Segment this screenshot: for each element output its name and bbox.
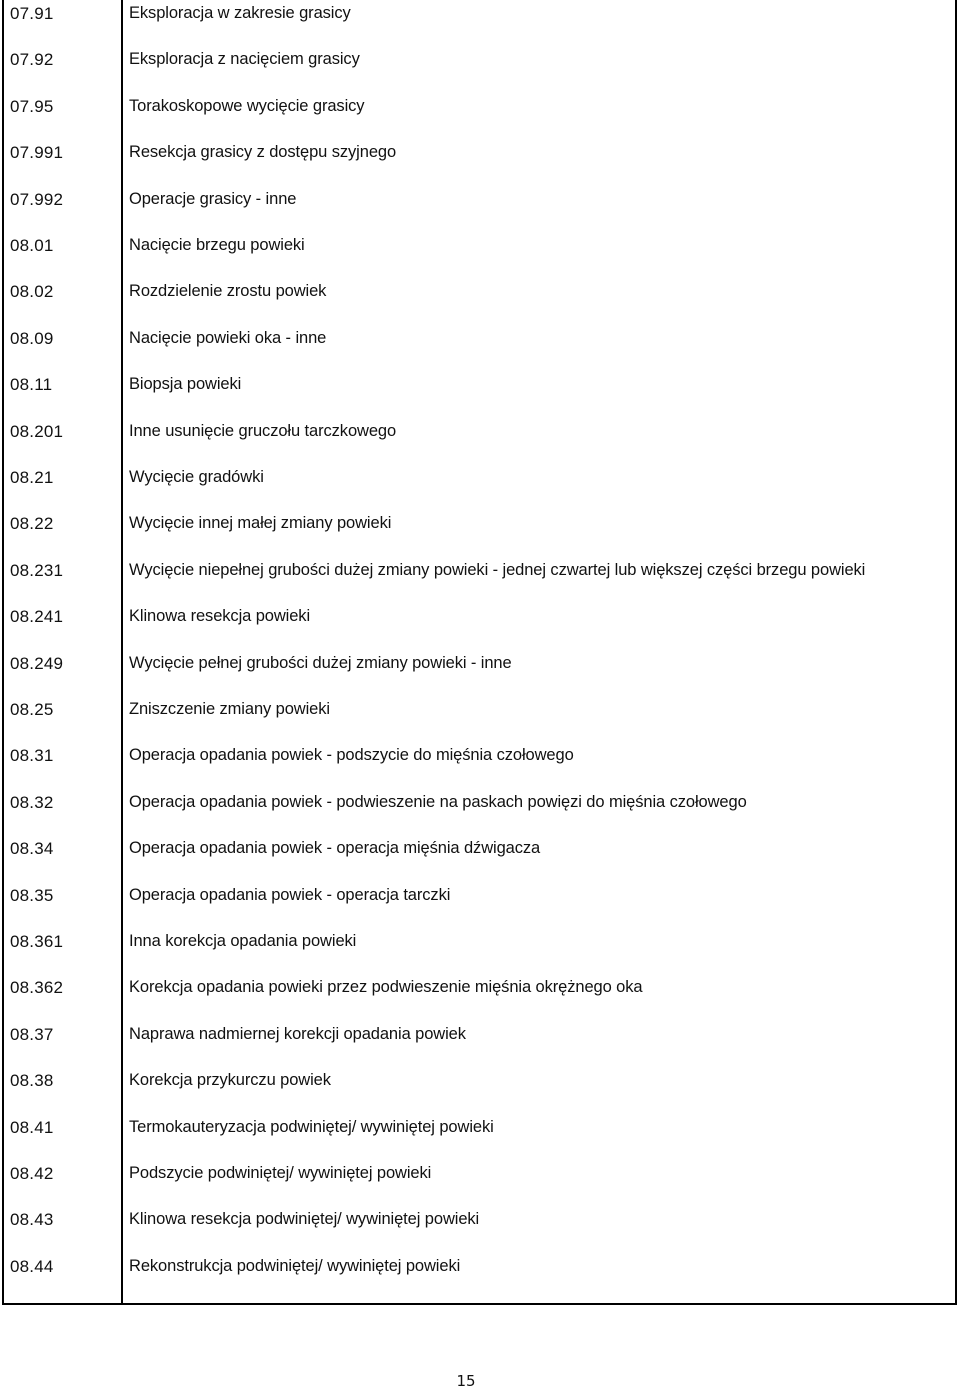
procedure-code: 08.201: [10, 421, 64, 441]
table-row: [4, 93, 955, 139]
procedure-description: Wycięcie innej małej zmiany powieki: [129, 514, 392, 533]
procedure-description: Wycięcie niepełnej grubości dużej zmiany powieki - jednej czwartej lub większej części brzegu powieki: [129, 560, 866, 579]
table-row: [4, 1067, 955, 1113]
procedure-code: 07.95: [10, 96, 54, 116]
table-row: [4, 603, 955, 649]
table-row: [4, 974, 955, 1020]
table-row: [4, 418, 955, 464]
procedure-code: 08.231: [10, 560, 64, 580]
procedure-code: 08.361: [10, 932, 64, 951]
table-row: [4, 557, 955, 603]
procedure-code: 08.32: [10, 792, 54, 812]
procedure-code-table: [2, 0, 957, 1305]
table-row: [4, 46, 955, 92]
table-row: [4, 1114, 955, 1160]
procedure-description: Nacięcie brzegu powieki: [129, 236, 305, 254]
procedure-description: Operacja opadania powiek - podwieszenie na paskach powięzi do mięśnia czołowego: [129, 792, 747, 811]
table-row: [4, 232, 955, 278]
procedure-code: 08.42: [10, 1164, 54, 1183]
procedure-code: 08.21: [10, 468, 54, 487]
procedure-description: Eksploracja w zakresie grasicy: [129, 4, 351, 22]
table-row: [4, 789, 955, 835]
table-row: [4, 1206, 955, 1252]
table-row: [4, 650, 955, 696]
procedure-description: Zniszczenie zmiany powieki: [129, 700, 330, 718]
table-row: [4, 325, 955, 371]
table-row: [4, 139, 955, 185]
procedure-code: 08.37: [10, 1024, 54, 1044]
table-row: [4, 464, 955, 510]
procedure-description: Inne usunięcie gruczołu tarczkowego: [129, 421, 397, 440]
procedure-code: 07.92: [10, 50, 54, 70]
table-row: [4, 1021, 955, 1067]
procedure-description: Korekcja przykurczu powiek: [129, 1071, 331, 1090]
procedure-code: 08.249: [10, 653, 64, 673]
page-number: 15: [456, 1372, 476, 1390]
procedure-description: Termokauteryzacja podwiniętej/ wywiniętej powieki: [129, 1117, 494, 1136]
table-row: [4, 1253, 955, 1299]
procedure-code: 08.38: [10, 1071, 54, 1091]
procedure-code: 08.25: [10, 700, 54, 719]
procedure-code: 08.02: [10, 282, 54, 302]
procedure-code: 08.35: [10, 885, 54, 905]
procedure-description: Naprawa nadmiernej korekcji opadania powiek: [129, 1024, 466, 1043]
procedure-description: Operacja opadania powiek - podszycie do mięśnia czołowego: [129, 746, 574, 765]
procedure-code: 08.43: [10, 1210, 54, 1230]
table-row: [4, 742, 955, 788]
table-row: [4, 1160, 955, 1206]
procedure-description: Operacja opadania powiek - operacja tarczki: [129, 885, 451, 904]
procedure-code: 07.992: [10, 189, 64, 209]
procedure-description: Operacja opadania powiek - operacja mięśnia dźwigacza: [129, 839, 541, 858]
procedure-code: 07.991: [10, 143, 64, 163]
procedure-code: 08.31: [10, 746, 54, 766]
table-row: [4, 882, 955, 928]
procedure-code: 08.09: [10, 328, 54, 348]
procedure-description: Klinowa resekcja podwiniętej/ wywiniętej powieki: [129, 1210, 480, 1229]
procedure-description: Rozdzielenie zrostu powiek: [129, 282, 327, 301]
procedure-description: Torakoskopowe wycięcie grasicy: [129, 96, 365, 115]
procedure-code: 08.01: [10, 236, 54, 255]
procedure-code: 07.91: [10, 4, 54, 23]
table-row: [4, 928, 955, 974]
procedure-description: Klinowa resekcja powieki: [129, 607, 311, 626]
procedure-description: Rekonstrukcja podwiniętej/ wywiniętej powieki: [129, 1256, 461, 1275]
procedure-description: Podszycie podwiniętej/ wywiniętej powieki: [129, 1164, 432, 1182]
procedure-description: Eksploracja z nacięciem grasicy: [129, 50, 360, 69]
procedure-description: Resekcja grasicy z dostępu szyjnego: [129, 143, 397, 162]
procedure-description: Nacięcie powieki oka - inne: [129, 328, 327, 347]
table-row: [4, 278, 955, 324]
procedure-code: 08.34: [10, 839, 54, 859]
procedure-description: Wycięcie gradówki: [129, 468, 264, 486]
procedure-description: Inna korekcja opadania powieki: [129, 932, 357, 950]
table-row: [4, 510, 955, 556]
procedure-description: Biopsja powieki: [129, 375, 242, 394]
procedure-code: 08.362: [10, 978, 64, 998]
procedure-code: 08.22: [10, 514, 54, 534]
table-row: [4, 371, 955, 417]
table-row: [4, 0, 955, 46]
procedure-description: Operacje grasicy - inne: [129, 189, 297, 208]
table-row: [4, 186, 955, 232]
procedure-code: 08.44: [10, 1256, 54, 1276]
procedure-code: 08.241: [10, 607, 64, 627]
procedure-description: Wycięcie pełnej grubości dużej zmiany powieki - inne: [129, 653, 512, 672]
table-row: [4, 835, 955, 881]
procedure-code: 08.41: [10, 1117, 54, 1137]
procedure-description: Korekcja opadania powieki przez podwieszenie mięśnia okrężnego oka: [129, 978, 643, 997]
procedure-code: 08.11: [10, 375, 53, 395]
table-row: [4, 696, 955, 742]
